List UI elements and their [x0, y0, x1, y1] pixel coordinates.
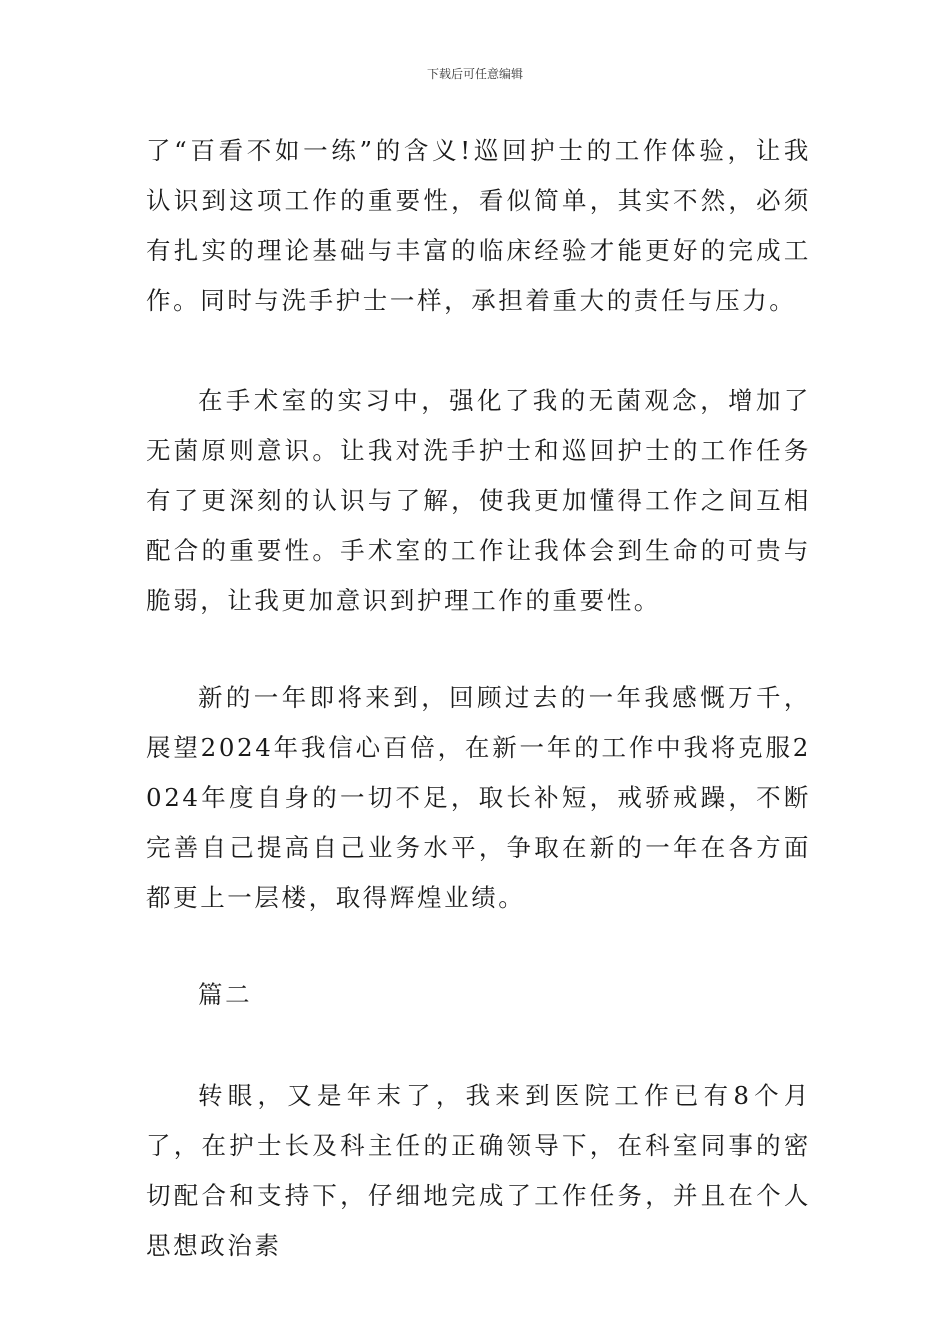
page-header: 下载后可任意编辑: [426, 67, 523, 81]
paragraph-aseptic: 在手术室的实习中，强化了我的无菌观念，增加了无菌原则意识。让我对洗手护士和巡回护士的工作任务有了更深刻的认识与了解，使我更加懂得工作之间互相配合的重要性。手术室的工作让我体会到生命的可贵与脆弱，让我更加意识到护理工作的重要性。: [146, 386, 811, 615]
paragraph-continuation: 了“百看不如一练”的含义!巡回护士的工作体验，让我认识到这项工作的重要性，看似简单，其实不然，必须有扎实的理论基础与丰富的临床经验才能更好的完成工作。同时与洗手护士一样，承担着重大的责任与压力。: [146, 136, 811, 315]
section-heading: 篇二: [198, 980, 253, 1009]
paragraph-new-year: 新的一年即将来到，回顾过去的一年我感慨万千，展望2024年我信心百倍，在新一年的工作中我将克服2024年度自身的一切不足，取长补短，戒骄戒躁，不断完善自己提高自己业务水平，争取在新的一年在各方面都更上一层楼，取得辉煌业绩。: [146, 683, 811, 912]
paragraph-year-end: 转眼，又是年末了，我来到医院工作已有8个月了，在护士长及科主任的正确领导下，在科室同事的密切配合和支持下，仔细地完成了工作任务，并且在个人思想政治素: [146, 1081, 811, 1260]
